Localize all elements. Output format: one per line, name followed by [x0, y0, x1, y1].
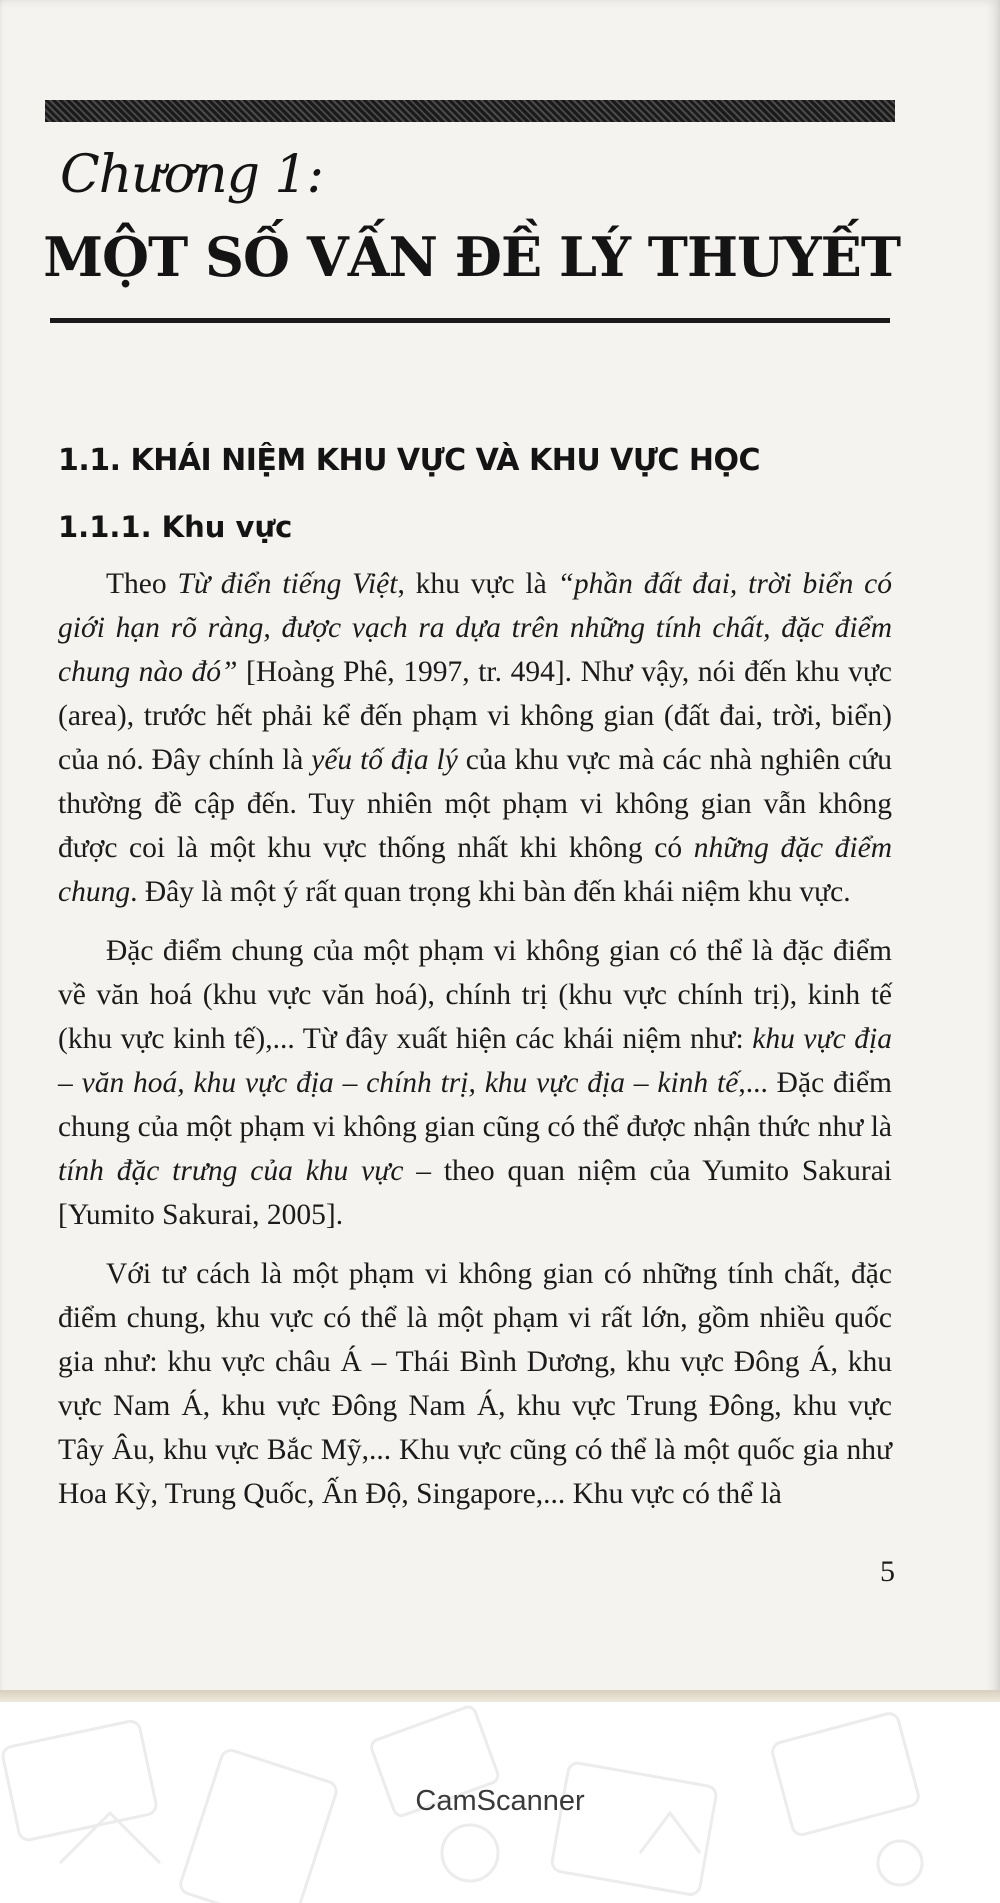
section-heading: 1.1. KHÁI NIỆM KHU VỰC VÀ KHU VỰC HỌC [58, 443, 760, 478]
chapter-decorative-bar [45, 100, 895, 122]
scanner-watermark-area [0, 1703, 1000, 1903]
page-number: 5 [880, 1555, 895, 1588]
subsection-heading: 1.1.1. Khu vực [58, 510, 293, 544]
body-text [58, 562, 892, 1531]
paragraph-2: Đặc điểm chung của một phạm vi không gian có thể là đặc điểm về văn hoá (khu vực văn hoá), chính trị (khu vực chính trị), kinh tế (khu vực kinh tế),... Từ đây xuất hiện các khái niệm như: khu vực địa – văn hoá, khu vực địa – chính trị, khu vực địa – kinh tế,... Đặc điểm chung của một phạm vi không gian cũng có thể được nhận thức như là tính đặc trưng của khu vực – theo quan niệm của Yumito Sakurai [Yumito Sakurai, 2005]. [58, 935, 892, 1231]
camscanner-brand: CamScanner [415, 1785, 585, 1817]
title-underline [50, 318, 890, 323]
page-edge [0, 1690, 1000, 1702]
paragraph-1: Theo Từ điển tiếng Việt, khu vực là “phần đất đai, trời biển có giới hạn rõ ràng, được vạch ra dựa trên những tính chất, đặc điểm chung nào đó” [Hoàng Phê, 1997, tr. 494]. Như vậy, nói đến khu vực (area), trước hết phải kể đến phạm vi không gian (đất đai, trời, biển) của nó. Đây chính là yếu tố địa lý của khu vực mà các nhà nghiên cứu thường đề cập đến. Tuy nhiên một phạm vi không gian vẫn không được coi là một khu vực thống nhất khi không có những đặc điểm chung. Đây là một ý rất quan trọng khi bàn đến khái niệm khu vực. [58, 568, 893, 908]
chapter-title: MỘT SỐ VẤN ĐỀ LÝ THUYẾT [43, 225, 900, 289]
paragraph-3: Với tư cách là một phạm vi không gian có những tính chất, đặc điểm chung, khu vực có thể là một phạm vi rất lớn, gồm nhiều quốc gia như: khu vực châu Á – Thái Bình Dương, khu vực Đông Á, khu vực Nam Á, khu vực Đông Nam Á, khu vực Trung Đông, khu vực Tây Âu, khu vực Bắc Mỹ,... Khu vực cũng có thể là một quốc gia như Hoa Kỳ, Trung Quốc, Ấn Độ, Singapore,... Khu vực có thể là [58, 1258, 892, 1510]
chapter-label: Chương 1: [60, 145, 323, 205]
